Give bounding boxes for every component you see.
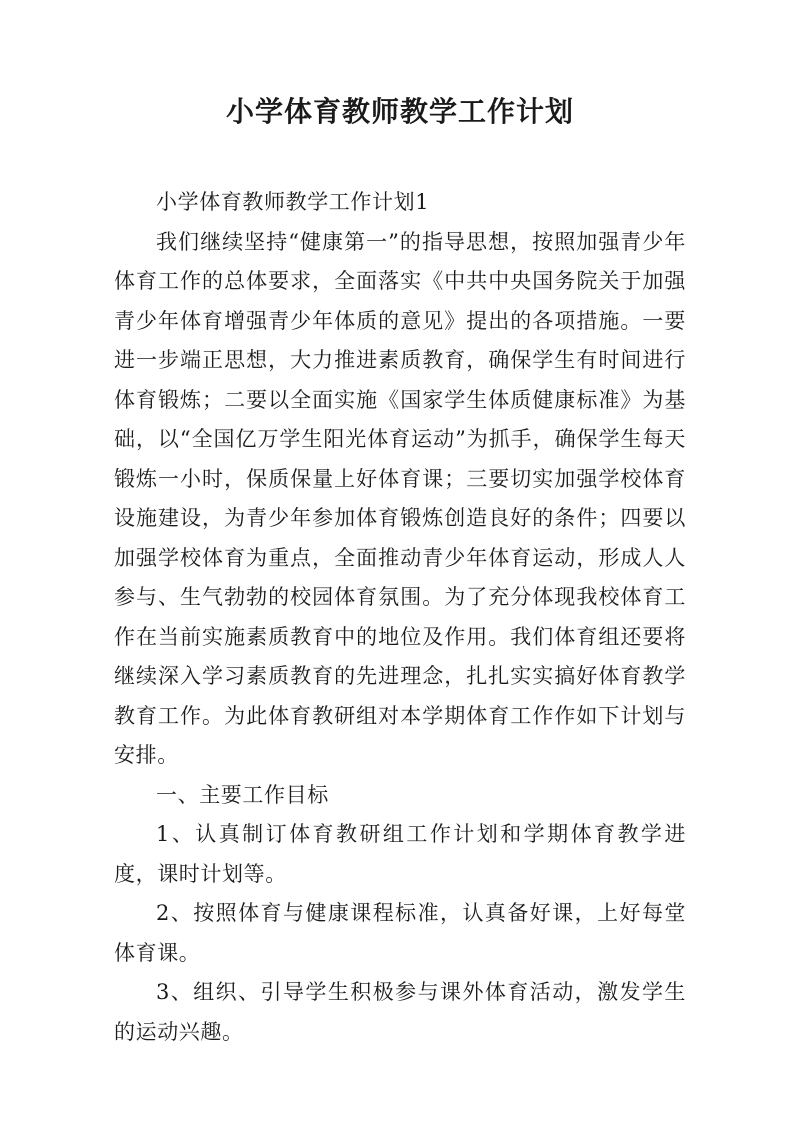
section-heading: 小学体育教师教学工作计划1 [156, 190, 430, 214]
goal-item-3: 3、组织、引导学生积极参与课外体育活动，激发学生的运动兴趣。 [114, 980, 686, 1044]
goal-item-1: 1、认真制订体育教研组工作计划和学期体育教学进度，课时计划等。 [114, 822, 686, 886]
intro-paragraph: 我们继续坚持“健康第一”的指导思想，按照加强青少年体育工作的总体要求，全面落实《中共中央国务院关于加强青少年体育增强青少年体质的意见》提出的各项措施。一要进一步端正思想，大力推进素质教育，确保学生有时间进行体育锻炼；二要以全面实施《国家学生体质健康标准》为基础，以“全国亿万学生阳光体育运动”为抓手，确保学生每天锻炼一小时，保质保量上好体育课；三要切实加强学校体育设施建设，为青少年参加体育锻炼创造良好的条件；四要以加强学校体育为重点，全面推动青少年体育运动，形成人人参与、生气勃勃的校园体育氛围。为了充分体现我校体育工作在当前实施素质教育中的地位及作用。我们体育组还要将继续深入学习素质教育的先进理念，扎扎实实搞好体育教学教育工作。为此体育教研组对本学期体育工作作如下计划与安排。 [114, 229, 686, 767]
document-body [114, 183, 686, 1052]
document-title: 小学体育教师教学工作计划 [225, 95, 574, 128]
goal-item-2: 2、按照体育与健康课程标准，认真备好课，上好每堂体育课。 [114, 901, 686, 965]
goals-heading: 一、主要工作目标 [156, 782, 329, 807]
